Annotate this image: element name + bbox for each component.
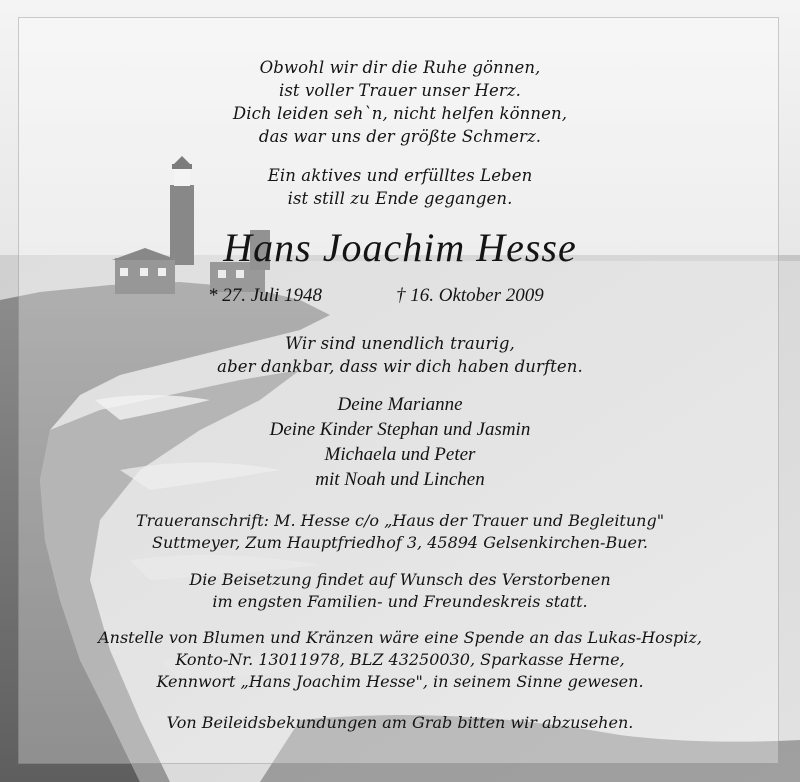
family-line: Deine Marianne <box>337 394 463 415</box>
life-line: ist still zu Ende gegangen. <box>287 189 513 208</box>
poem-line: Dich leiden seh`n, nicht helfen können, <box>232 104 568 123</box>
life-line: Ein aktives und erfülltes Leben <box>267 166 533 185</box>
poem-line: das war uns der größte Schmerz. <box>258 127 542 146</box>
address-line: Suttmeyer, Zum Hauptfriedhof 3, 45894 Gelsenkirchen-Buer. <box>152 533 648 552</box>
death-date: † 16. Oktober 2009 <box>396 285 544 306</box>
burial-line: Die Beisetzung findet auf Wunsch des Verstorbenen <box>189 570 611 589</box>
grateful-line: aber dankbar, dass wir dich haben durften. <box>217 357 583 376</box>
birth-date: * 27. Juli 1948 <box>208 285 322 306</box>
address-line: Traueranschrift: M. Hesse c/o „Haus der Trauer und Begleitung" <box>135 511 665 530</box>
donation-line: Kennwort „Hans Joachim Hesse", in seinem Sinne gewesen. <box>156 672 644 691</box>
closing-line: Von Beileidsbekundungen am Grab bitten wir abzusehen. <box>166 713 634 732</box>
poem-line: ist voller Trauer unser Herz. <box>278 81 522 100</box>
grateful-line: Wir sind unendlich traurig, <box>285 334 515 353</box>
family-line: mit Noah und Linchen <box>315 469 485 490</box>
poem-line: Obwohl wir dir die Ruhe gönnen, <box>259 58 541 77</box>
burial-line: im engsten Familien- und Freundeskreis statt. <box>212 592 588 611</box>
donation-line: Konto-Nr. 13011978, BLZ 43250030, Sparkasse Herne, <box>175 650 625 669</box>
deceased-name: Hans Joachim Hesse <box>223 225 577 270</box>
donation-line: Anstelle von Blumen und Kränzen wäre eine Spende an das Lukas-Hospiz, <box>98 628 702 647</box>
family-line: Deine Kinder Stephan und Jasmin <box>269 419 531 440</box>
family-line: Michaela und Peter <box>324 444 476 465</box>
